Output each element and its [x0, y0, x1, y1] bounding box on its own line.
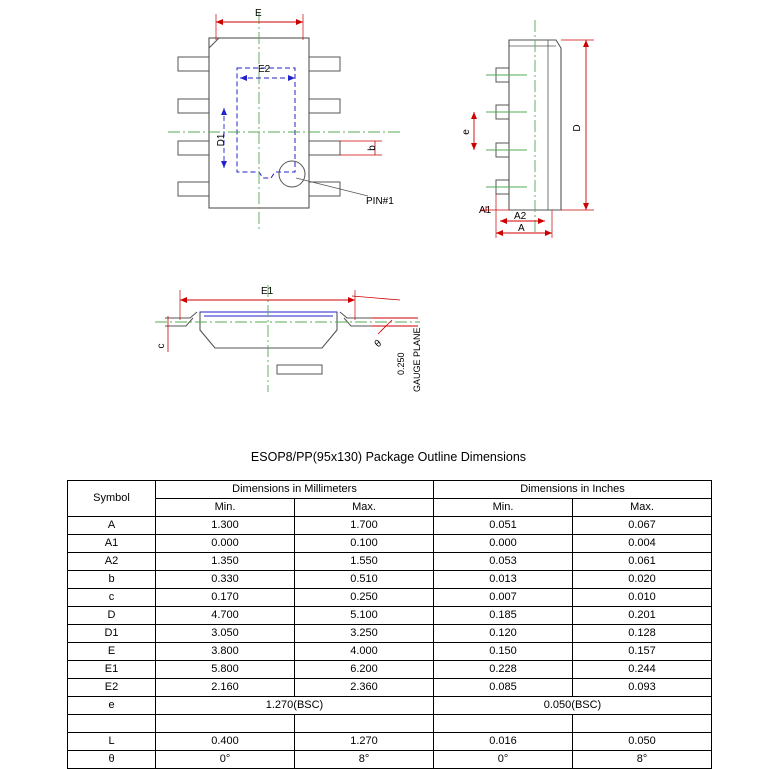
dim-E2-arrow-right [288, 75, 295, 81]
row-in-max: 0.201 [573, 607, 712, 625]
row-in-min: 0° [434, 751, 573, 769]
label-A: A [518, 223, 525, 234]
top-view-paddle-hidden [237, 68, 295, 178]
table-header-row-1 [68, 481, 712, 499]
label-D1: D1 [216, 133, 227, 147]
row-in-max: 0.067 [573, 517, 712, 535]
row-in-min: 0.016 [434, 733, 573, 751]
dimensions-table-wrap [67, 480, 712, 769]
row-mm-min [156, 715, 295, 733]
dim-E1-arrow-left [180, 297, 187, 303]
row-symbol [68, 715, 156, 733]
table-row [68, 625, 712, 643]
row-in-min: 0.150 [434, 643, 573, 661]
dim-E2-arrow-left [240, 75, 247, 81]
header-in-min: Min. [434, 499, 573, 517]
pin1-marker-circle [279, 161, 305, 187]
side-view [461, 20, 594, 238]
top-view-chamfer [209, 38, 219, 48]
row-symbol: E2 [68, 679, 156, 697]
dim-E1-arrow-right [348, 297, 355, 303]
row-symbol: E1 [68, 661, 156, 679]
row-mm-max: 0.510 [295, 571, 434, 589]
dim-A2-arrow-right [538, 218, 545, 224]
front-view-exposed-pad [277, 365, 322, 374]
table-caption: ESOP8/PP(95x130) Package Outline Dimensions [250, 450, 527, 464]
row-mm-min: 1.350 [156, 553, 295, 571]
row-mm-max: 6.200 [295, 661, 434, 679]
header-mm-max: Max. [295, 499, 434, 517]
dim-A2-arrow-left [500, 218, 507, 224]
row-in-max: 0.128 [573, 625, 712, 643]
row-mm-max: 1.550 [295, 553, 434, 571]
table-row [68, 607, 712, 625]
row-in-max: 0.061 [573, 553, 712, 571]
row-mm-span: 1.270(BSC) [156, 697, 434, 715]
label-A2: A2 [514, 211, 527, 222]
row-in-min: 0.000 [434, 535, 573, 553]
top-view [168, 8, 400, 232]
dim-e-arrow-top [471, 112, 477, 119]
row-symbol: D1 [68, 625, 156, 643]
table-row [68, 535, 712, 553]
label-c: c [156, 343, 167, 349]
row-mm-max: 1.700 [295, 517, 434, 535]
row-in-max [573, 715, 712, 733]
table-row [68, 661, 712, 679]
header-inches: Dimensions in Inches [434, 481, 712, 499]
row-mm-min: 4.700 [156, 607, 295, 625]
front-view [155, 285, 422, 392]
row-in-min: 0.013 [434, 571, 573, 589]
row-in-min [434, 715, 573, 733]
table-header-row-2 [68, 499, 712, 517]
gauge-leader-line [352, 296, 400, 300]
header-mm-min: Min. [156, 499, 295, 517]
row-mm-min: 5.800 [156, 661, 295, 679]
dim-D1-arrow-top [221, 108, 227, 115]
row-in-max: 8° [573, 751, 712, 769]
row-mm-min: 0.330 [156, 571, 295, 589]
header-symbol: Symbol [68, 481, 156, 517]
table-row-span [68, 697, 712, 715]
row-mm-min: 0.000 [156, 535, 295, 553]
row-in-max: 0.010 [573, 589, 712, 607]
top-view-left-leads [178, 57, 209, 196]
table-row [68, 643, 712, 661]
table-row [68, 733, 712, 751]
row-mm-max: 8° [295, 751, 434, 769]
row-symbol: θ [68, 751, 156, 769]
row-mm-min: 3.050 [156, 625, 295, 643]
label-A1: A1 [479, 205, 492, 216]
label-E: E [255, 8, 262, 19]
row-in-min: 0.053 [434, 553, 573, 571]
header-in-max: Max. [573, 499, 712, 517]
row-mm-max: 3.250 [295, 625, 434, 643]
row-in-max: 0.093 [573, 679, 712, 697]
table-row [68, 571, 712, 589]
row-in-max: 0.020 [573, 571, 712, 589]
label-E2: E2 [258, 64, 271, 75]
row-mm-max: 5.100 [295, 607, 434, 625]
dim-E-arrow-right [296, 19, 303, 25]
row-symbol: b [68, 571, 156, 589]
label-E1: E1 [261, 286, 274, 297]
row-symbol: E [68, 643, 156, 661]
label-theta: θ [372, 338, 385, 351]
row-mm-max: 4.000 [295, 643, 434, 661]
row-mm-min: 0° [156, 751, 295, 769]
top-view-right-leads [309, 57, 340, 196]
row-mm-max: 1.270 [295, 733, 434, 751]
table-row [68, 679, 712, 697]
row-symbol: D [68, 607, 156, 625]
dim-A-arrow-right [545, 230, 552, 236]
row-mm-min: 0.170 [156, 589, 295, 607]
front-view-body [200, 312, 337, 348]
row-symbol: A1 [68, 535, 156, 553]
table-row [68, 517, 712, 535]
dim-D1-arrow-bottom [221, 161, 227, 168]
row-symbol: L [68, 733, 156, 751]
row-in-min: 0.007 [434, 589, 573, 607]
table-row [68, 553, 712, 571]
label-pin1: PIN#1 [366, 196, 394, 207]
label-gauge-dim: 0.250 [396, 352, 406, 375]
row-mm-min: 2.160 [156, 679, 295, 697]
row-mm-max: 0.250 [295, 589, 434, 607]
row-symbol: A2 [68, 553, 156, 571]
label-e: e [461, 129, 472, 135]
dim-D-arrow-top [583, 40, 589, 47]
front-view-lead-right [340, 312, 372, 318]
row-symbol: A [68, 517, 156, 535]
row-mm-max: 2.360 [295, 679, 434, 697]
table-row-blank [68, 715, 712, 733]
label-gauge-plane: GAUGE PLANE [412, 327, 422, 392]
row-mm-max [295, 715, 434, 733]
row-in-min: 0.228 [434, 661, 573, 679]
row-in-max: 0.157 [573, 643, 712, 661]
table-row [68, 589, 712, 607]
dim-D-arrow-bottom [583, 203, 589, 210]
pin1-leader-line [296, 178, 368, 196]
row-mm-min: 0.400 [156, 733, 295, 751]
row-in-min: 0.085 [434, 679, 573, 697]
row-mm-min: 3.800 [156, 643, 295, 661]
row-in-min: 0.185 [434, 607, 573, 625]
dimensions-table [67, 480, 712, 769]
label-b: b [367, 145, 378, 151]
side-view-leads [496, 68, 509, 194]
side-view-lead-centerlines [486, 75, 527, 187]
front-view-lead-left [165, 312, 197, 318]
dim-A-arrow-left [496, 230, 503, 236]
row-symbol: e [68, 697, 156, 715]
row-in-min: 0.051 [434, 517, 573, 535]
dim-e-arrow-bottom [471, 143, 477, 150]
row-in-span: 0.050(BSC) [434, 697, 712, 715]
header-millimeters: Dimensions in Millimeters [156, 481, 434, 499]
row-in-max: 0.050 [573, 733, 712, 751]
row-mm-max: 0.100 [295, 535, 434, 553]
row-in-max: 0.004 [573, 535, 712, 553]
label-D: D [572, 124, 583, 132]
row-in-min: 0.120 [434, 625, 573, 643]
row-symbol: c [68, 589, 156, 607]
dim-E-arrow-left [216, 19, 223, 25]
row-mm-min: 1.300 [156, 517, 295, 535]
row-in-max: 0.244 [573, 661, 712, 679]
table-row [68, 751, 712, 769]
